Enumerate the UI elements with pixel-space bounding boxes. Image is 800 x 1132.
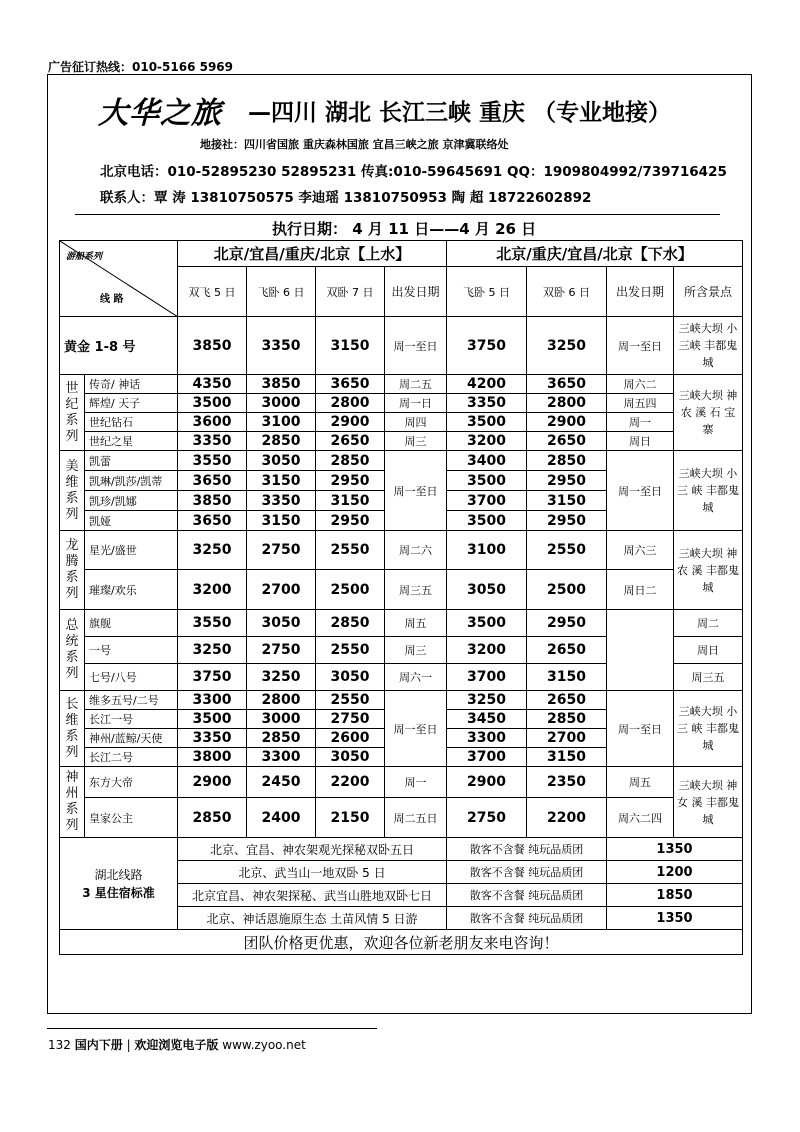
- price-cell: 3250: [447, 691, 527, 710]
- price-cell: 3700: [447, 664, 527, 691]
- scenic-spots: 三峡大坝 神 农 溪 丰都鬼城: [674, 531, 743, 610]
- contacts-line: 联系人：覃 涛 13810750575 李迪瑶 13810750953 陶 超 18722602892: [100, 190, 592, 206]
- down-depart-day: 周二: [674, 610, 743, 637]
- ship-name: 凯珍/凯娜: [85, 491, 178, 511]
- up-depart-day: 周一日: [385, 394, 447, 413]
- down-depart-day: 周六三: [607, 531, 674, 570]
- price-cell: 3150: [316, 491, 385, 511]
- col-header: 双卧 6 日: [527, 267, 607, 317]
- price-cell: 3300: [178, 691, 247, 710]
- series-label: 长维系列: [60, 691, 85, 767]
- down-depart-day: 周五四: [607, 394, 674, 413]
- ship-name: 传奇/ 神话: [85, 375, 178, 394]
- ship-name: 璀璨/欢乐: [85, 570, 178, 610]
- table-row: [60, 432, 743, 451]
- down-depart-day: 周三五: [674, 664, 743, 691]
- table-row: [60, 375, 743, 394]
- hubei-note: 散客不含餐 纯玩品质团: [447, 907, 607, 930]
- hubei-label: [60, 838, 178, 930]
- price-cell: 2650: [527, 691, 607, 710]
- brand-subtitle: —四川 湖北 长江三峡 重庆 （专业地接）: [248, 100, 672, 126]
- down-depart-day: 周一至日: [607, 451, 674, 531]
- price-cell: 3500: [447, 413, 527, 432]
- price-cell: 3650: [527, 375, 607, 394]
- price-cell: 3650: [178, 511, 247, 531]
- price-cell: 3200: [178, 570, 247, 610]
- down-depart-day: 周一: [607, 413, 674, 432]
- col-header: 飞卧 6 日: [247, 267, 316, 317]
- hubei-note: 散客不含餐 纯玩品质团: [447, 838, 607, 861]
- price-cell: 3700: [447, 491, 527, 511]
- price-cell: 2850: [178, 798, 247, 838]
- scenic-spots: 三峡大坝 小三峡 丰都鬼城: [674, 317, 743, 375]
- ship-name: 凯琳/凯莎/凯蒂: [85, 471, 178, 491]
- price-cell: 2850: [527, 710, 607, 729]
- price-cell: 3100: [447, 531, 527, 570]
- col-header: 飞卧 5 日: [447, 267, 527, 317]
- price-cell: 2950: [316, 511, 385, 531]
- up-depart-day: 周三: [385, 637, 447, 664]
- table-row: [60, 317, 743, 375]
- price-cell: 2950: [316, 471, 385, 491]
- price-cell: 3450: [447, 710, 527, 729]
- price-cell: 3350: [178, 432, 247, 451]
- corner-bottom-label: 线 路: [100, 294, 124, 305]
- ship-name: 长江二号: [85, 748, 178, 767]
- price-cell: 2900: [447, 767, 527, 798]
- price-cell: 3300: [447, 729, 527, 748]
- up-depart-day: 周六一: [385, 664, 447, 691]
- hubei-route: 北京、武当山一地双卧 5 日: [178, 861, 447, 884]
- price-cell: 2700: [247, 570, 316, 610]
- up-depart-day: 周二五日: [385, 798, 447, 838]
- down-depart-day: 周五: [607, 767, 674, 798]
- price-cell: 3250: [247, 664, 316, 691]
- price-cell: 3500: [447, 610, 527, 637]
- price-cell: 2750: [447, 798, 527, 838]
- price-cell: 2400: [247, 798, 316, 838]
- ad-hotline: 广告征订热线：010-5166 5969: [48, 60, 234, 74]
- price-cell: 2550: [527, 531, 607, 570]
- table-row: [60, 451, 743, 471]
- up-depart-day: 周三: [385, 432, 447, 451]
- price-cell: 3500: [178, 394, 247, 413]
- price-cell: 2750: [247, 637, 316, 664]
- price-cell: 3100: [247, 413, 316, 432]
- page-number: 132: [48, 1038, 71, 1052]
- price-cell: 2650: [527, 637, 607, 664]
- price-cell: 3000: [247, 710, 316, 729]
- ship-name: 星光/盛世: [85, 531, 178, 570]
- down-depart-day: 周一至日: [607, 691, 674, 767]
- price-table: [59, 240, 743, 955]
- corner-top-label: 游船系列: [66, 252, 103, 262]
- col-header: 双卧 7 日: [316, 267, 385, 317]
- welcome-text: 欢迎浏览电子版: [134, 1038, 219, 1052]
- price-cell: 3850: [178, 491, 247, 511]
- down-depart-day: 周日二: [607, 570, 674, 610]
- price-cell: 2750: [247, 531, 316, 570]
- price-cell: 3500: [447, 511, 527, 531]
- series-label: 神州系列: [60, 767, 85, 838]
- price-cell: 2950: [527, 511, 607, 531]
- ship-name: 凯娅: [85, 511, 178, 531]
- price-cell: 4350: [178, 375, 247, 394]
- price-cell: 2650: [316, 432, 385, 451]
- price-cell: 3150: [527, 664, 607, 691]
- table-footer-message: 团队价格更优惠，欢迎各位新老朋友来电咨询！: [60, 930, 743, 955]
- ship-name: 凯蕾: [85, 451, 178, 471]
- price-cell: 3750: [447, 317, 527, 375]
- price-cell: 3800: [178, 748, 247, 767]
- up-depart-day: 周一: [385, 767, 447, 798]
- price-cell: 2550: [316, 691, 385, 710]
- price-cell: 2800: [316, 394, 385, 413]
- price-cell: 2500: [316, 570, 385, 610]
- up-depart-day: 周四: [385, 413, 447, 432]
- price-cell: 3050: [247, 451, 316, 471]
- brand-logo: 大华之旅: [98, 96, 222, 131]
- hubei-price: 1850: [607, 884, 743, 907]
- up-depart-day: 周五: [385, 610, 447, 637]
- down-depart-day: 周一至日: [607, 317, 674, 375]
- ship-name: 一号: [85, 637, 178, 664]
- price-cell: 3150: [247, 471, 316, 491]
- section-name: 国内下册: [74, 1038, 123, 1052]
- price-cell: 2850: [247, 729, 316, 748]
- price-cell: 3050: [316, 748, 385, 767]
- price-cell: 3350: [447, 394, 527, 413]
- price-cell: 2650: [527, 432, 607, 451]
- price-cell: 2350: [527, 767, 607, 798]
- price-cell: 3150: [247, 511, 316, 531]
- ship-name: 皇家公主: [85, 798, 178, 838]
- ship-name: 维多五号/二号: [85, 691, 178, 710]
- price-cell: 3000: [247, 394, 316, 413]
- price-cell: 2600: [316, 729, 385, 748]
- price-cell: 3050: [316, 664, 385, 691]
- hubei-note: 散客不含餐 纯玩品质团: [447, 884, 607, 907]
- series-label: 世纪系列: [60, 375, 85, 451]
- down-depart-day: 周日: [674, 637, 743, 664]
- hubei-price: 1200: [607, 861, 743, 884]
- down-depart-day: [607, 610, 674, 691]
- table-row: [60, 610, 743, 637]
- phone-line: 北京电话：010-52895230 52895231 传真:010-59645691 QQ：1909804992/739716425: [100, 164, 727, 180]
- down-depart-day: 周六二四: [607, 798, 674, 838]
- hubei-route: 北京、宜昌、神农架观光探秘双卧五日: [178, 838, 447, 861]
- hubei-price: 1350: [607, 907, 743, 930]
- exec-date: 执行日期： 4 月 11 日——4 月 26 日: [272, 220, 537, 238]
- price-cell: 2900: [178, 767, 247, 798]
- price-cell: 3250: [527, 317, 607, 375]
- price-cell: 2550: [316, 637, 385, 664]
- price-cell: 3150: [527, 491, 607, 511]
- hubei-label-line2: 3 星住宿标准: [82, 885, 155, 900]
- price-cell: 3050: [447, 570, 527, 610]
- up-depart-day: 周二五: [385, 375, 447, 394]
- price-cell: 3500: [447, 471, 527, 491]
- up-depart-day: 周一至日: [385, 691, 447, 767]
- price-cell: 2550: [316, 531, 385, 570]
- table-row: [60, 531, 743, 570]
- price-cell: 2150: [316, 798, 385, 838]
- ship-name: 旗舰: [85, 610, 178, 637]
- col-header: 所含景点: [674, 267, 743, 317]
- series-label: 龙腾系列: [60, 531, 85, 610]
- scenic-spots: 三峡大坝 神 女 溪 丰都鬼城: [674, 767, 743, 838]
- price-cell: 2950: [527, 610, 607, 637]
- table-row: [60, 413, 743, 432]
- table-row: [60, 691, 743, 710]
- price-cell: 3350: [247, 317, 316, 375]
- price-cell: 2450: [247, 767, 316, 798]
- price-cell: 2850: [527, 451, 607, 471]
- price-cell: 3850: [247, 375, 316, 394]
- price-cell: 2750: [316, 710, 385, 729]
- up-depart-day: 周一至日: [385, 317, 447, 375]
- table-row: [60, 798, 743, 838]
- price-cell: 3350: [247, 491, 316, 511]
- ship-name: 黄金 1-8 号: [60, 317, 178, 375]
- price-cell: 3200: [447, 637, 527, 664]
- price-cell: 3850: [178, 317, 247, 375]
- price-cell: 3250: [178, 531, 247, 570]
- ship-name: 神州/蓝鲸/天使: [85, 729, 178, 748]
- col-header: 双飞 5 日: [178, 267, 247, 317]
- up-depart-day: 周二六: [385, 531, 447, 570]
- price-cell: 2200: [316, 767, 385, 798]
- page-footer: 132 国内下册 | 欢迎浏览电子版 www.zyoo.net: [48, 1038, 306, 1052]
- price-cell: 2700: [527, 729, 607, 748]
- hubei-price: 1350: [607, 838, 743, 861]
- downstream-header: 北京/重庆/宜昌/北京【下水】: [447, 241, 743, 267]
- price-cell: 3650: [316, 375, 385, 394]
- col-header: 出发日期: [607, 267, 674, 317]
- price-cell: 3350: [178, 729, 247, 748]
- site-url: www.zyoo.net: [222, 1038, 306, 1052]
- series-label: 美维系列: [60, 451, 85, 531]
- hubei-route: 北京、神话恩施原生态 土苗风情 5 日游: [178, 907, 447, 930]
- price-cell: 3600: [178, 413, 247, 432]
- agencies-line: 地接社：四川省国旅 重庆森林国旅 宜昌三峡之旅 京津冀联络处: [200, 138, 509, 151]
- price-cell: 2800: [247, 691, 316, 710]
- price-cell: 3750: [178, 664, 247, 691]
- table-row: [60, 930, 743, 955]
- table-row: [60, 767, 743, 798]
- up-depart-day: 周一至日: [385, 451, 447, 531]
- price-cell: 3550: [178, 610, 247, 637]
- price-cell: 2200: [527, 798, 607, 838]
- price-cell: 3550: [178, 451, 247, 471]
- up-depart-day: 周三五: [385, 570, 447, 610]
- ship-name: 世纪之星: [85, 432, 178, 451]
- divider: [75, 214, 720, 215]
- corner-header: [60, 241, 178, 317]
- table-row: [60, 394, 743, 413]
- ship-name: 长江一号: [85, 710, 178, 729]
- price-cell: 3500: [178, 710, 247, 729]
- col-header: 出发日期: [385, 267, 447, 317]
- price-cell: 3250: [178, 637, 247, 664]
- ship-name: 七号/八号: [85, 664, 178, 691]
- price-cell: 2500: [527, 570, 607, 610]
- table-row: [60, 838, 743, 861]
- ship-name: 世纪钻石: [85, 413, 178, 432]
- hubei-label-line1: 湖北线路: [94, 867, 143, 882]
- price-cell: 3400: [447, 451, 527, 471]
- price-cell: 3700: [447, 748, 527, 767]
- price-cell: 2850: [316, 610, 385, 637]
- price-cell: 2800: [527, 394, 607, 413]
- scenic-spots: 三峡大坝 小 三 峡 丰都鬼城: [674, 451, 743, 531]
- price-cell: 3050: [247, 610, 316, 637]
- footer-rule: [47, 1028, 377, 1029]
- price-cell: 4200: [447, 375, 527, 394]
- down-depart-day: 周日: [607, 432, 674, 451]
- price-cell: 3150: [527, 748, 607, 767]
- price-cell: 2950: [527, 471, 607, 491]
- price-cell: 3650: [178, 471, 247, 491]
- down-depart-day: 周六二: [607, 375, 674, 394]
- price-cell: 2850: [316, 451, 385, 471]
- price-cell: 3300: [247, 748, 316, 767]
- price-cell: 2900: [527, 413, 607, 432]
- scenic-spots: 三峡大坝 小 三 峡 丰都鬼城: [674, 691, 743, 767]
- price-cell: 2850: [247, 432, 316, 451]
- price-cell: 3150: [316, 317, 385, 375]
- price-cell: 2900: [316, 413, 385, 432]
- scenic-spots: 三峡大坝 神 农 溪 石 宝 寨: [674, 375, 743, 451]
- series-label: 总统系列: [60, 610, 85, 691]
- ship-name: 东方大帝: [85, 767, 178, 798]
- table-row: [60, 570, 743, 610]
- hubei-note: 散客不含餐 纯玩品质团: [447, 861, 607, 884]
- ship-name: 辉煌/ 天子: [85, 394, 178, 413]
- price-cell: 3200: [447, 432, 527, 451]
- upstream-header: 北京/宜昌/重庆/北京【上水】: [178, 241, 447, 267]
- hubei-route: 北京宜昌、神农架探秘、武当山胜地双卧七日: [178, 884, 447, 907]
